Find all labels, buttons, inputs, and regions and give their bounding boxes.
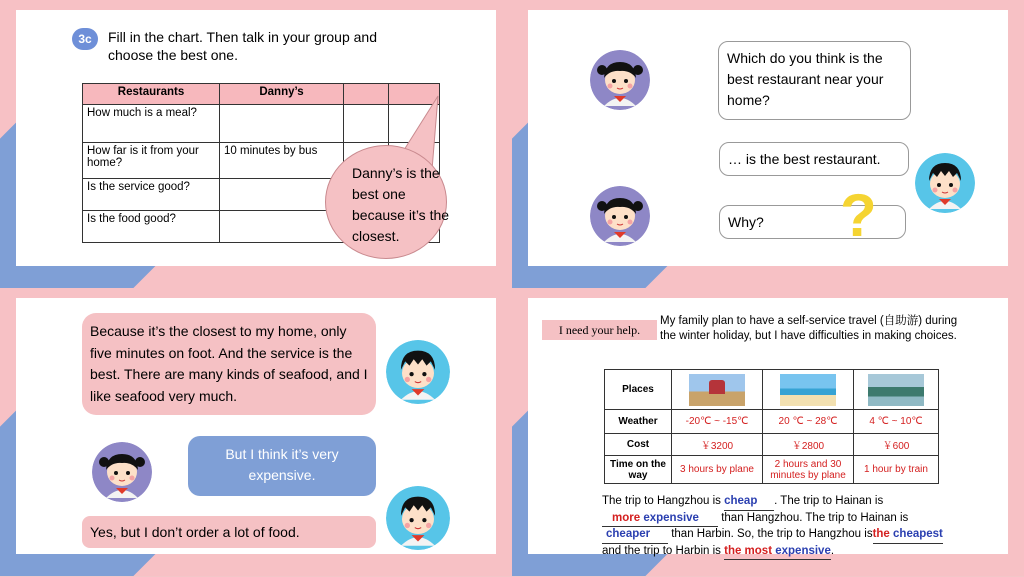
girl-avatar-icon — [590, 186, 650, 246]
objection-bubble: But I think it’s very expensive. — [188, 436, 376, 496]
col-header: Danny’s — [220, 84, 344, 105]
sentence-text: than Harbin. So, the trip to Hangzhou is — [671, 528, 873, 540]
table-cell[interactable] — [220, 105, 344, 143]
question-mark-icon: ? — [840, 182, 877, 249]
cost-cell: ￥2800 — [763, 434, 854, 456]
weather-cell: 4 ℃ ~ 10℃ — [854, 410, 939, 434]
sentence-text: than Hangzhou. The trip to Hainan is — [721, 511, 909, 524]
why-bubble: Why? — [719, 205, 906, 239]
sentence-text: and the trip to Harbin is — [602, 544, 721, 557]
answer-blank[interactable]: cheaper — [602, 527, 668, 544]
travel-table — [604, 369, 939, 484]
table-cell[interactable] — [220, 211, 344, 243]
weather-cell: 20 ℃ ~ 28℃ — [763, 410, 854, 434]
exercise-line-2 — [602, 511, 1002, 528]
row-label: Is the food good? — [83, 211, 220, 243]
cost-cell: ￥600 — [854, 434, 939, 456]
weather-cell: -20℃ ~ -15℃ — [672, 410, 763, 434]
row-label: How far is it from your home? — [83, 143, 220, 179]
intro-text: My family plan to have a self-service travel (自助游) during the winter holiday, but I have difficulties in making choices. — [660, 315, 958, 342]
section-badge: 3c — [72, 28, 98, 50]
row-label: Cost — [605, 434, 672, 456]
sentence-text: The trip to Hangzhou is — [602, 495, 721, 507]
row-label: Time on the way — [605, 456, 672, 484]
beijing-image — [672, 370, 763, 410]
bubble-text: Danny’s is the best one because it’s the closest. — [352, 165, 450, 244]
slide-panel-dialogue[interactable] — [512, 0, 1024, 288]
row-label: How much is a meal? — [83, 105, 220, 143]
row-label: Places — [605, 370, 672, 410]
slide-content — [16, 10, 496, 266]
sentence-text: . The trip to Hainan is — [774, 495, 884, 507]
answer-blank[interactable]: cheap — [724, 494, 774, 511]
table-cell[interactable]: 10 minutes by bus — [220, 143, 344, 179]
exercise-line-3 — [602, 527, 1002, 544]
answer-red: more — [612, 511, 641, 524]
slide-content — [528, 10, 1008, 266]
answer-blue: expensive — [643, 511, 699, 524]
row-label: Weather — [605, 410, 672, 434]
slide-panel-reasons[interactable] — [0, 288, 512, 576]
answer-blank[interactable] — [724, 544, 831, 561]
slide-panel-travel[interactable] — [512, 288, 1024, 576]
time-cell: 2 hours and 30 minutes by plane — [763, 456, 854, 484]
col-header: Restaurants — [83, 84, 220, 105]
instruction-text: Fill in the chart. Then talk in your group and choose the best one. — [108, 29, 378, 63]
slide-content — [528, 298, 1008, 557]
boy-avatar-icon — [386, 486, 450, 550]
answer-bubble: … is the best restaurant. — [719, 142, 909, 176]
sentence-text: . — [830, 544, 835, 557]
answer-red: the most — [724, 544, 773, 557]
cost-cell: ￥3200 — [672, 434, 763, 456]
reply-bubble: Yes, but I don’t order a lot of food. — [82, 516, 376, 548]
answer-blue: expensive — [775, 544, 831, 557]
exercise-text — [602, 494, 1002, 560]
slide-panel-3c[interactable] — [0, 0, 512, 288]
exercise-line-4 — [602, 544, 1002, 561]
time-cell: 1 hour by train — [854, 456, 939, 484]
answer-red: the — [872, 528, 890, 540]
question-bubble: Which do you think is the best restaurant near your home? — [718, 41, 911, 120]
girl-avatar-icon — [92, 442, 152, 502]
row-label: Is the service good? — [83, 179, 220, 211]
answer-blank[interactable] — [602, 511, 718, 528]
boy-avatar-icon — [386, 340, 450, 404]
time-cell: 3 hours by plane — [672, 456, 763, 484]
hainan-image — [763, 370, 854, 410]
help-label: I need your help. — [542, 320, 657, 340]
hangzhou-image — [854, 370, 939, 410]
girl-avatar-icon — [590, 50, 650, 110]
exercise-line-1 — [602, 494, 1002, 511]
reason-bubble: Because it’s the closest to my home, only five minutes on foot. And the service is the best. There are many kinds of seafood, and I like seafood very much. — [82, 313, 376, 415]
answer-blue: cheapest — [893, 528, 943, 540]
slide-content — [16, 298, 496, 554]
boy-avatar-icon — [915, 153, 975, 213]
answer-blank[interactable] — [873, 527, 943, 544]
